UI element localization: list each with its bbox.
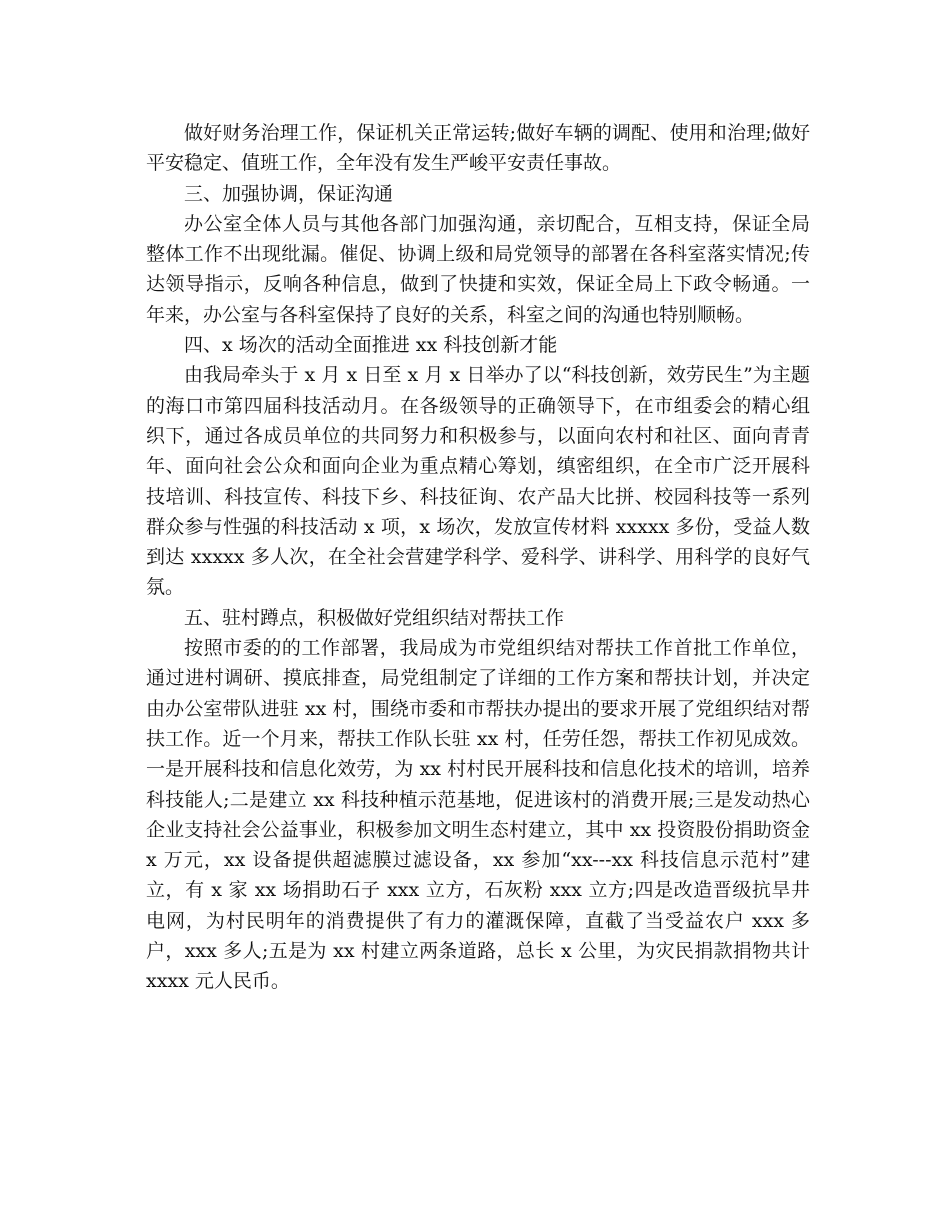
body-paragraph: 办公室全体人员与其他各部门加强沟通，亲切配合，互相支持，保证全局整体工作不出现纰漏。催促、协调上级和局党领导的部署在各科室落实情况;传达领导指示，反响各种信息，做到了快捷和实效，保证全局上下政令畅通。一年来，办公室与各科室保持了良好的关系，科室之间的沟通也特别顺畅。: [146, 212, 810, 326]
section-heading: 五、驻村蹲点，积极做好党组织结对帮扶工作: [184, 606, 565, 629]
section-heading: 三、加强协调，保证沟通: [184, 182, 394, 205]
body-paragraph: 按照市委的的工作部署，我局成为市党组织结对帮扶工作首批工作单位，通过进村调研、摸底排查，局党组制定了详细的工作方案和帮扶计划，并决定由办公室带队进驻 xx 村，围绕市委和市帮扶办提出的要求开展了党组织结对帮扶工作。近一个月来，帮扶工作队长驻 xx 村，任劳任怨，帮扶工作初见成效。一是开展科技和信息化效劳，为 xx 村村民开展科技和信息化技术的培训，培养科技能人;二是建立 xx 科技种植示范基地，促进该村的消费开展;三是发动热心企业支持社会公益事业，积极参加文明生态村建立，其中 xx 投资股份捐助资金 x 万元，xx 设备提供超滤膜过滤设备，xx 参加“xx---xx 科技信息示范村”建立，有 x 家 xx 场捐助石子 xxx 立方，石灰粉 xxx 立方;四是改造晋级抗旱井电网，为村民明年的消费提供了有力的灌溉保障，直截了当受益农户 xxx 多户，xxx 多人;五是为 xx 村建立两条道路，总长 x 公里，为灾民捐款捐物共计 xxxx 元人民币。: [146, 637, 810, 993]
document-body: [146, 118, 810, 997]
body-paragraph: 由我局牵头于 x 月 x 日至 x 月 x 日举办了以“科技创新，效劳民生”为主题的海口市第四届科技活动月。在各级领导的正确领导下，在市组委会的精心组织下，通过各成员单位的共同努力和积极参与，以面向农村和社区、面向青青年、面向社会公众和面向企业为重点精心筹划，缜密组织，在全市广泛开展科技培训、科技宣传、科技下乡、科技征询、农产品大比拼、校园科技等一系列群众参与性强的科技活动 x 项，x 场次，发放宣传材料 xxxxx 多份，受益人数到达 xxxxx 多人次，在全社会营建学科学、爱科学、讲科学、用科学的良好气氛。: [146, 364, 810, 599]
body-paragraph: 做好财务治理工作，保证机关正常运转;做好车辆的调配、使用和治理;做好平安稳定、值班工作，全年没有发生严峻平安责任事故。: [146, 122, 810, 175]
section-heading: 四、x 场次的活动全面推进 xx 科技创新才能: [184, 334, 558, 357]
